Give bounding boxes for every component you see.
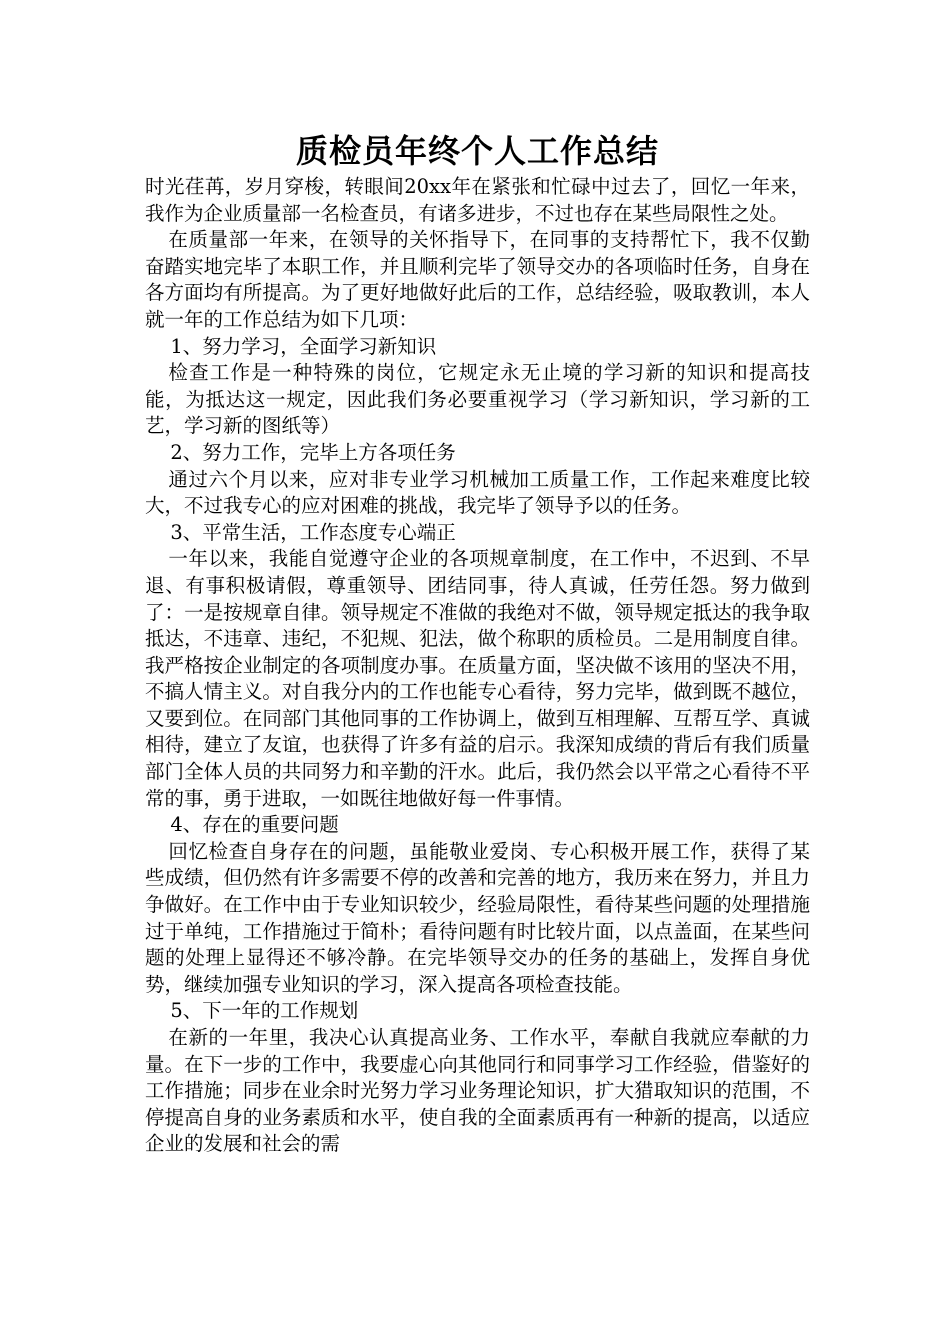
document-title: 质检员年终个人工作总结 xyxy=(295,132,659,170)
paragraph: 在新的一年里，我决心认真提高业务、工作水平，奉献自我就应奉献的力量。在下一步的工作中，我要虚心向其他同行和同事学习工作经验，借鉴好的工作措施；同步在业余时光努力学习业务理论知识，扩大猎取知识的范围，不停提高自身的业务素质和水平，使自我的全面素质再有一种新的提高，以适应企业的发展和社会的需 xyxy=(145,1026,810,1156)
paragraph: 回忆检查自身存在的问题，虽能敬业爱岗、专心积极开展工作，获得了某些成绩，但仍然有许多需要不停的改善和完善的地方，我历来在努力，并且力争做好。在工作中由于专业知识较少，经验局限性，看待某些问题的处理措施过于单纯，工作措施过于简朴；看待问题有时比较片面，以点盖面，在某些问题的处理上显得还不够冷静。在完毕领导交办的任务的基础上，发挥自身优势，继续加强专业知识的学习，深入提高各项检查技能。 xyxy=(145,839,810,996)
section-heading: 3、平常生活，工作态度专心端正 xyxy=(170,520,456,544)
section-heading: 1、努力学习，全面学习新知识 xyxy=(170,334,437,358)
document-body xyxy=(145,174,810,1158)
section-heading: 2、努力工作，完毕上方各项任务 xyxy=(170,440,456,464)
paragraph: 通过六个月以来，应对非专业学习机械加工质量工作，工作起来难度比较大，不过我专心的应对困难的挑战，我完毕了领导予以的任务。 xyxy=(145,467,810,518)
paragraph-intro: 时光荏苒，岁月穿梭，转眼间20xx年在紧张和忙碌中过去了，回忆一年来，我作为企业质量部一名检查员，有诸多进步，不过也存在某些局限性之处。 xyxy=(145,175,810,225)
section-heading: 4、存在的重要问题 xyxy=(170,813,339,837)
paragraph: 一年以来，我能自觉遵守企业的各项规章制度，在工作中，不迟到、不早退、有事积极请假，尊重领导、团结同事，待人真诚，任劳任怨。努力做到了：一是按规章自律。领导规定不准做的我绝对不做，领导规定抵达的我争取抵达，不违章、违纪，不犯规、犯法，做个称职的质检员。二是用制度自律。我严格按企业制定的各项制度办事。在质量方面，坚决做不该用的坚决不用，不搞人情主义。对自我分内的工作也能专心看待，努力完毕，做到既不越位，又要到位。在同部门其他同事的工作协调上，做到互相理解、互帮互学、真诚相待，建立了友谊，也获得了许多有益的启示。我深知成绩的背后有我们质量部门全体人员的共同努力和辛勤的汗水。此后，我仍然会以平常之心看待不平常的事，勇于进取，一如既往地做好每一件事情。 xyxy=(145,547,810,810)
document-page xyxy=(145,128,810,1158)
section-heading: 5、下一年的工作规划 xyxy=(170,999,359,1023)
paragraph: 在质量部一年来，在领导的关怀指导下，在同事的支持帮忙下，我不仅勤奋踏实地完毕了本职工作，并且顺利完毕了领导交办的各项临时任务，自身在各方面均有所提高。为了更好地做好此后的工作，总结经验，吸取教训，本人就一年的工作总结为如下几项： xyxy=(145,228,810,331)
paragraph: 检查工作是一种特殊的岗位，它规定永无止境的学习新的知识和提高技能，为抵达这一规定，因此我们务必要重视学习（学习新知识，学习新的工艺，学习新的图纸等） xyxy=(145,361,810,438)
